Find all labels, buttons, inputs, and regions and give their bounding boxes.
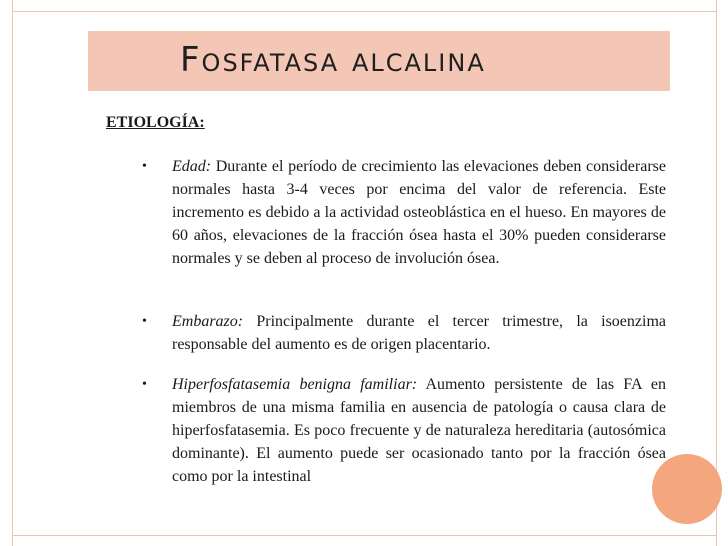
bullet-icon: • (142, 377, 147, 392)
frame-top-rule (12, 11, 717, 12)
list-item-term: Edad: (172, 158, 212, 175)
frame-left-rule (12, 0, 13, 546)
list-item-term: Embarazo: (172, 313, 244, 330)
list-item-hiperfosfatasemia (172, 373, 666, 488)
list-item-embarazo (172, 310, 666, 356)
bullet-icon: • (142, 159, 147, 174)
list-item-term: Hiperfosfatasemia benigna familiar: (172, 376, 418, 393)
decorative-circle (652, 454, 722, 524)
section-heading: ETIOLOGÍA: (106, 114, 205, 131)
list-item-text: Principalmente durante el tercer trimestre, la isoenzima responsable del aumento es de origen placentario. (172, 313, 666, 353)
list-item-text: Durante el período de crecimiento las elevaciones deben considerarse normales hasta 3-4 veces por encima del valor de referencia. Este incremento es debido a la actividad osteoblástica en el hueso. En mayores de 60 años, elevaciones de la fracción ósea hasta el 30% pueden considerarse normales y se deben al proceso de involución ósea. (172, 158, 666, 267)
bullet-icon: • (142, 314, 147, 329)
list-item-edad (172, 155, 666, 270)
frame-right-rule (716, 0, 717, 546)
list-item-text: Aumento persistente de las FA en miembros de una misma familia en ausencia de patología o causa clara de hiperfosfatasemia. Es poco frecuente y de naturaleza hereditaria (autosómica dominante). El aumento puede ser ocasionado tanto por la fracción ósea como por la intestinal (172, 376, 667, 485)
frame-bottom-rule (12, 535, 717, 536)
slide-title: Fosfatasa alcalina (180, 40, 486, 80)
